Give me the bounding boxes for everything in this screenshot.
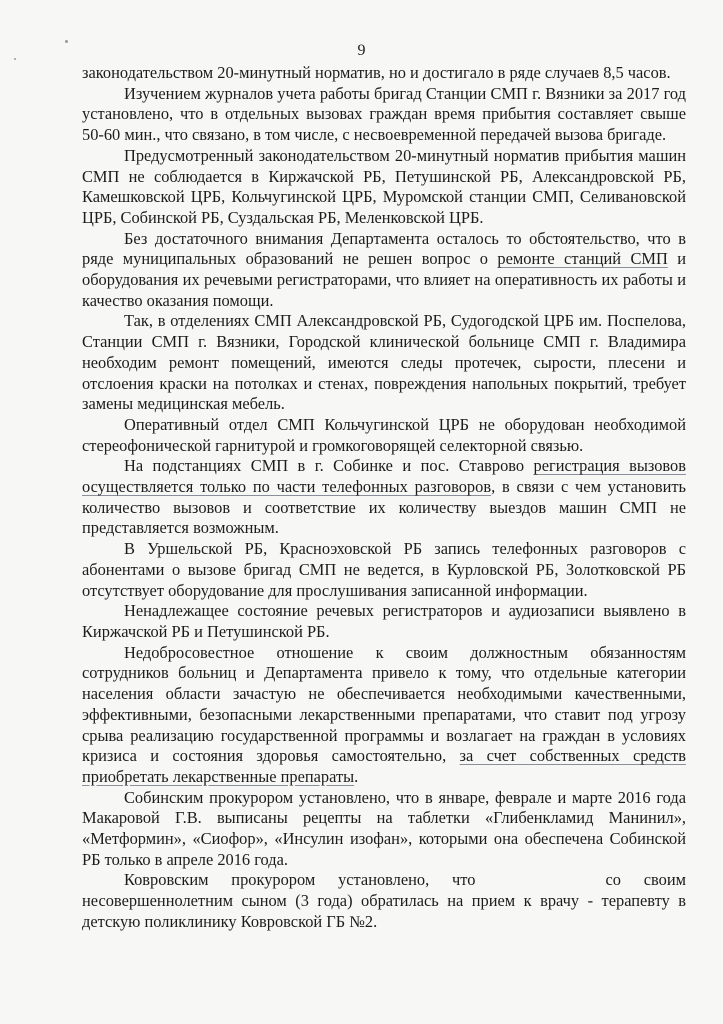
- paragraph: На подстанциях СМП в г. Собинке и пос. Ставрово регистрация вызовов осуществляется только по части телефонных разговоров, в связи с чем установить количество вызовов и соответствие их количеству выездов машин СМП не представляется возможным.: [82, 456, 686, 538]
- underlined-text: за счет собственных средств приобретать лекарственные препараты: [82, 746, 686, 786]
- paragraph: Ненадлежащее состояние речевых регистраторов и аудиозаписи выявлено в Киржачской РБ и Петушинской РБ.: [82, 601, 686, 641]
- paragraph: Предусмотренный законодательством 20-минутный норматив прибытия машин СМП не соблюдается в Киржачской РБ, Петушинской РБ, Александровской РБ, Камешковской ЦРБ, Кольчугинской ЦРБ, Муромской станции СМП, Селивановской ЦРБ, Собинской РБ, Суздальская РБ, Меленковской ЦРБ.: [82, 145, 686, 227]
- paragraph: Так, в отделениях СМП Александровской РБ, Судогодской ЦРБ им. Поспелова, Станции СМП г. Вязники, Городской клинической больнице СМП г. Владимира необходим ремонт помещений, имеются следы протечек, сырости, плесени и отслоения краски на потолках и стенах, повреждения напольных покрытий, требует замены медицинская мебель.: [82, 311, 686, 414]
- underlined-text: ремонте станций СМП: [497, 249, 668, 269]
- paragraph: Собинским прокурором установлено, что в январе, феврале и марте 2016 года Макаровой Г.В. выписаны рецепты на таблетки «Глибенкламид Манинил», «Метформин», «Сиофор», «Инсулин изофан», которыми она обеспечена Собинской РБ только в апреле 2016 года.: [82, 787, 686, 869]
- paragraph: В Уршельской РБ, Красноэховской РБ запись телефонных разговоров с абонентами о вызове бригад СМП не ведется, в Курловской РБ, Золотковской РБ отсутствует оборудование для прослушивания записанной информации.: [82, 539, 686, 600]
- underlined-text: регистрация вызовов осуществляется только по части телефонных разговоров: [82, 456, 686, 497]
- paragraph: Недобросовестное отношение к своим должностным обязанностям сотрудников больниц и Департамента привело к тому, что отдельные категории населения области зачастую не обеспечивается необходимыми качественными, эффективными, безопасными лекарственными препаратами, что ставит под угрозу срыва реализацию государственной программы и возлагает на граждан в условиях кризиса и состояния здоровья самостоятельно, за счет собственных средств приобретать лекарственные препараты.: [82, 642, 686, 786]
- paragraph: законодательством 20-минутный норматив, но и достигало в ряде случаев 8,5 часов.: [82, 63, 671, 82]
- paragraph: Ковровским прокурором установлено, что со своим несовершеннолетним сыном (3 года) обратилась на прием к врачу - терапевту в детскую поликлинику Ковровской ГБ №2.: [82, 870, 686, 931]
- paragraph: Изучением журналов учета работы бригад Станции СМП г. Вязники за 2017 год установлено, что в отдельных вызовах граждан время прибытия составляет свыше 50-60 мин., что связано, в том числе, с несвоевременной передачей вызова бригаде.: [82, 83, 686, 145]
- paragraph: Оперативный отдел СМП Кольчугинской ЦРБ не оборудован необходимой стереофонической гарнитурой и громкоговорящей селекторной связью.: [82, 414, 686, 455]
- paragraph: Без достаточного внимания Департамента осталось то обстоятельство, что в ряде муниципальных образований не решен вопрос о ремонте станций СМП и оборудования их речевыми регистраторами, что влияет на оперативность их работы и качество оказания помощи.: [82, 228, 686, 310]
- page-number: 9: [357, 42, 366, 59]
- document-body: [82, 63, 686, 933]
